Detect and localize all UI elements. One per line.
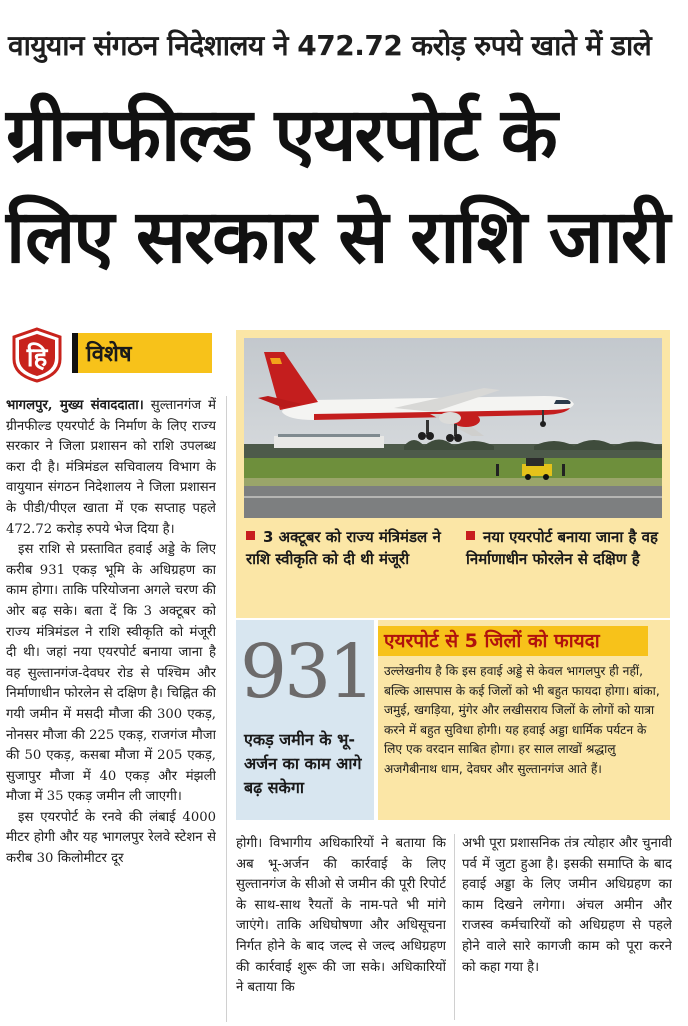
svg-text:हि: हि	[26, 343, 48, 373]
paragraph-1-text: सुल्तानगंज में ग्रीनफील्ड एयरपोर्ट के निर्माण के लिए राज्य सरकार ने जिला प्रशासन को राशि उपलब्ध करा दी है। मंत्रिमंडल सचिवालय विभाग के वायुयान संगठन निदेशालय ने जिला प्रशासन के पीडी/पीएल खाता में एक सप्ताह पहले 472.72 करोड़ रुपये भेज दिया है।	[6, 398, 216, 537]
article-paragraph-1	[6, 396, 216, 540]
hindustan-logo-icon	[10, 327, 64, 383]
airplane-photo-illustration	[244, 338, 662, 518]
headline-line-1: ग्रीनफील्ड एयरपोर्ट के	[6, 92, 556, 178]
column-divider	[454, 834, 455, 1020]
stat-number: 931	[240, 629, 373, 715]
photo-panel	[236, 330, 670, 618]
vishesh-label: विशेष	[72, 333, 212, 373]
red-bullet-icon	[466, 531, 475, 540]
kicker-headline: वायुयान संगठन निदेशालय ने 472.72 करोड़ रुपये खाते में डाले	[8, 29, 652, 62]
caption-1-text: 3 अक्टूबर को राज्य मंत्रिमंडल ने राशि स्वीकृति को दी थी मंजूरी	[246, 528, 441, 568]
caption-2-text: नया एयरपोर्ट बनाया जाना है वह निर्माणाधीन फोरलेन से दक्षिण है	[466, 528, 658, 568]
middle-article-column: होगी। विभागीय अधिकारियों ने बताया कि अब भू-अर्जन की कार्रवाई के लिए सुल्तानगंज के सीओ से जमीन की पूरी रिपोर्ट के साथ-साथ रैयतों के नाम-पते भी मांगे जाएंगे। ताकि अधिघोषणा और अधिसूचना निर्गत होने के बाद जल्द से जल्द अधिग्रहण की कार्रवाई शुरू की जा सके। अधिकारियों ने बताया कि	[236, 836, 446, 996]
article-paragraph-3: इस एयरपोर्ट के रनवे की लंबाई 4000 मीटर होगी और यह भागलपुर रेलवे स्टेशन से करीब 30 किलोमीटर दूर	[6, 809, 216, 867]
benefit-title: एयरपोर्ट से 5 जिलों को फायदा	[378, 626, 648, 656]
dateline: भागलपुर, मुख्य संवाददाता।	[6, 398, 144, 413]
main-headline	[6, 84, 682, 288]
stat-box	[236, 620, 376, 820]
red-bullet-icon	[246, 531, 255, 540]
photo-caption-2	[466, 526, 666, 570]
headline-line-2: लिए सरकार से राशि जारी	[6, 194, 669, 280]
right-article-column: अभी पूरा प्रशासनिक तंत्र त्योहार और चुनावी पर्व में जुटा हुआ है। इसकी समाप्ति के बाद हवाई अड्डा के लिए जमीन अधिग्रहण का काम दिखने लगेगा। अंचल अमीन और राजस्व कर्मचारियों को अधिग्रहण से पहले होने वाले सारे कागजी काम को पूरा करने को कहा गया है।	[462, 836, 672, 975]
stat-label: एकड़ जमीन के भू-अर्जन का काम आगे बढ़ सकेगा	[244, 730, 362, 797]
vishesh-badge	[10, 327, 212, 387]
photo-caption-1	[246, 526, 446, 570]
column-divider	[226, 396, 227, 1022]
benefit-box	[378, 620, 670, 820]
article-paragraph-2: इस राशि से प्रस्तावित हवाई अड्डे के लिए करीब 931 एकड़ भूमि के अधिग्रहण का काम होगा। ताकि परियोजना अगले चरण की ओर बढ़ सके। बता दें कि 3 अक्टूबर को राज्य मंत्रिमंडल ने राशि स्वीकृति को मंजूरी दी थी। जहां नया एयरपोर्ट बनाया जाना है वह सुल्तानगंज-देवघर रोड से पश्चिम और निर्माणाधीन फोरलेन से दक्षिण है। चिह्नित की गयी जमीन में मसदी मौजा की 300 एकड़, नोनसर मौजा की 225 एकड़, राजगंज मौजा की 50 एकड़, कसबा मौजा में 205 एकड़, सुजापुर मौजा में 40 एकड़ और मंझली मौजा में 35 एकड़ जमीन ली जाएगी।	[6, 542, 216, 805]
benefit-text: उल्लेखनीय है कि इस हवाई अड्डे से केवल भागलपुर ही नहीं, बल्कि आसपास के कई जिलों को भी बहुत फायदा होगा। बांका, जमुई, खगड़िया, मुंगेर और लखीसराय जिलों के लोगों को यात्रा करने में बहुत सुविधा होगी। यह हवाई अड्डा धार्मिक पर्यटन के लिए एक वरदान साबित होगा। हर साल लाखों श्रद्धालु अजगैबीनाथ धाम, देवघर और सुल्तानगंज आते हैं।	[384, 664, 660, 776]
airplane-landing-photo	[244, 338, 662, 518]
left-article-column	[6, 396, 216, 1022]
